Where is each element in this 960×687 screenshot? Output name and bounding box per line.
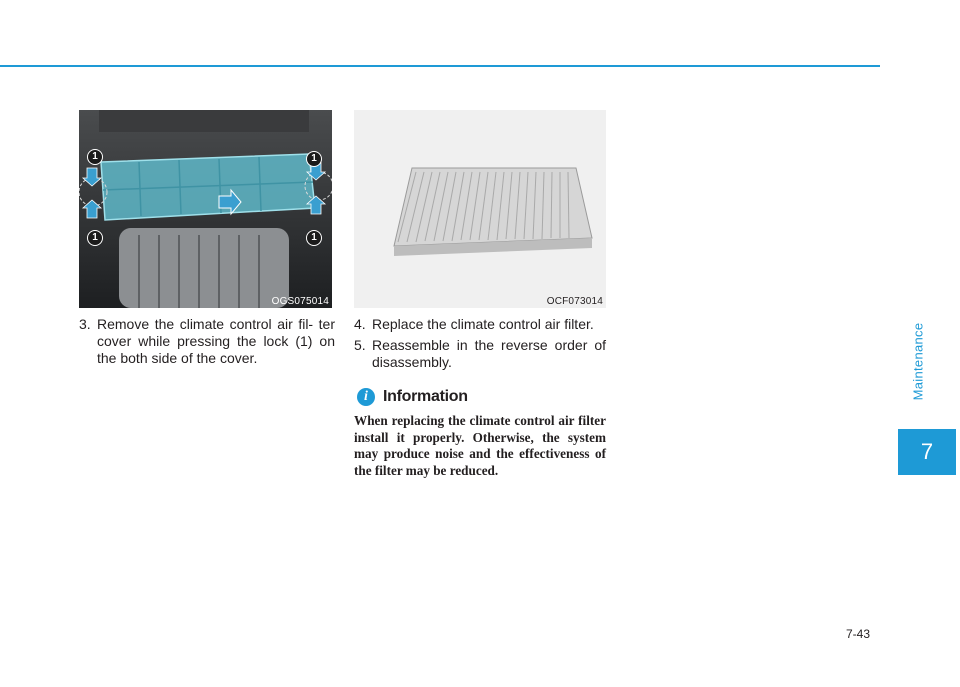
- step-text: Reassemble in the reverse order of disassembly.: [372, 337, 606, 370]
- information-title: Information: [383, 388, 468, 405]
- step-3: [79, 316, 335, 367]
- page-number: 7-43: [846, 627, 871, 641]
- chapter-tab-label: [898, 296, 938, 426]
- step-4: [354, 316, 606, 333]
- step-text: Remove the climate control air fil- ter cover while pressing the lock (1) on the both side of the cover.: [97, 316, 335, 366]
- callout-1-bottom-right: 1: [306, 230, 322, 246]
- chapter-number-tab: [898, 429, 956, 475]
- information-heading: [357, 388, 468, 406]
- chapter-name: Maintenance: [910, 322, 926, 400]
- steps-right: [354, 316, 606, 375]
- air-filter-photo: [354, 110, 606, 308]
- step-text: Replace the climate control air filter.: [372, 316, 594, 332]
- step-number: 5.: [354, 337, 366, 353]
- step-number: 4.: [354, 316, 366, 332]
- figure-code: OGS075014: [271, 296, 329, 307]
- callout-1-top-left: 1: [87, 149, 103, 165]
- chapter-number: 7: [920, 439, 934, 464]
- step-5: [354, 337, 606, 371]
- filter-cover-photo: [79, 110, 332, 308]
- callout-1-bottom-left: 1: [87, 230, 103, 246]
- figure-code: OCF073014: [546, 296, 603, 307]
- header-rule: [0, 65, 880, 67]
- step-number: 3.: [79, 316, 91, 332]
- callout-1-top-right: 1: [306, 151, 322, 167]
- information-icon: i: [357, 388, 375, 406]
- steps-left: [79, 316, 335, 371]
- information-body: When replacing the climate control air filter install it properly. Otherwise, the system may produce noise and the effectiveness of the filter may be reduced.: [354, 413, 606, 478]
